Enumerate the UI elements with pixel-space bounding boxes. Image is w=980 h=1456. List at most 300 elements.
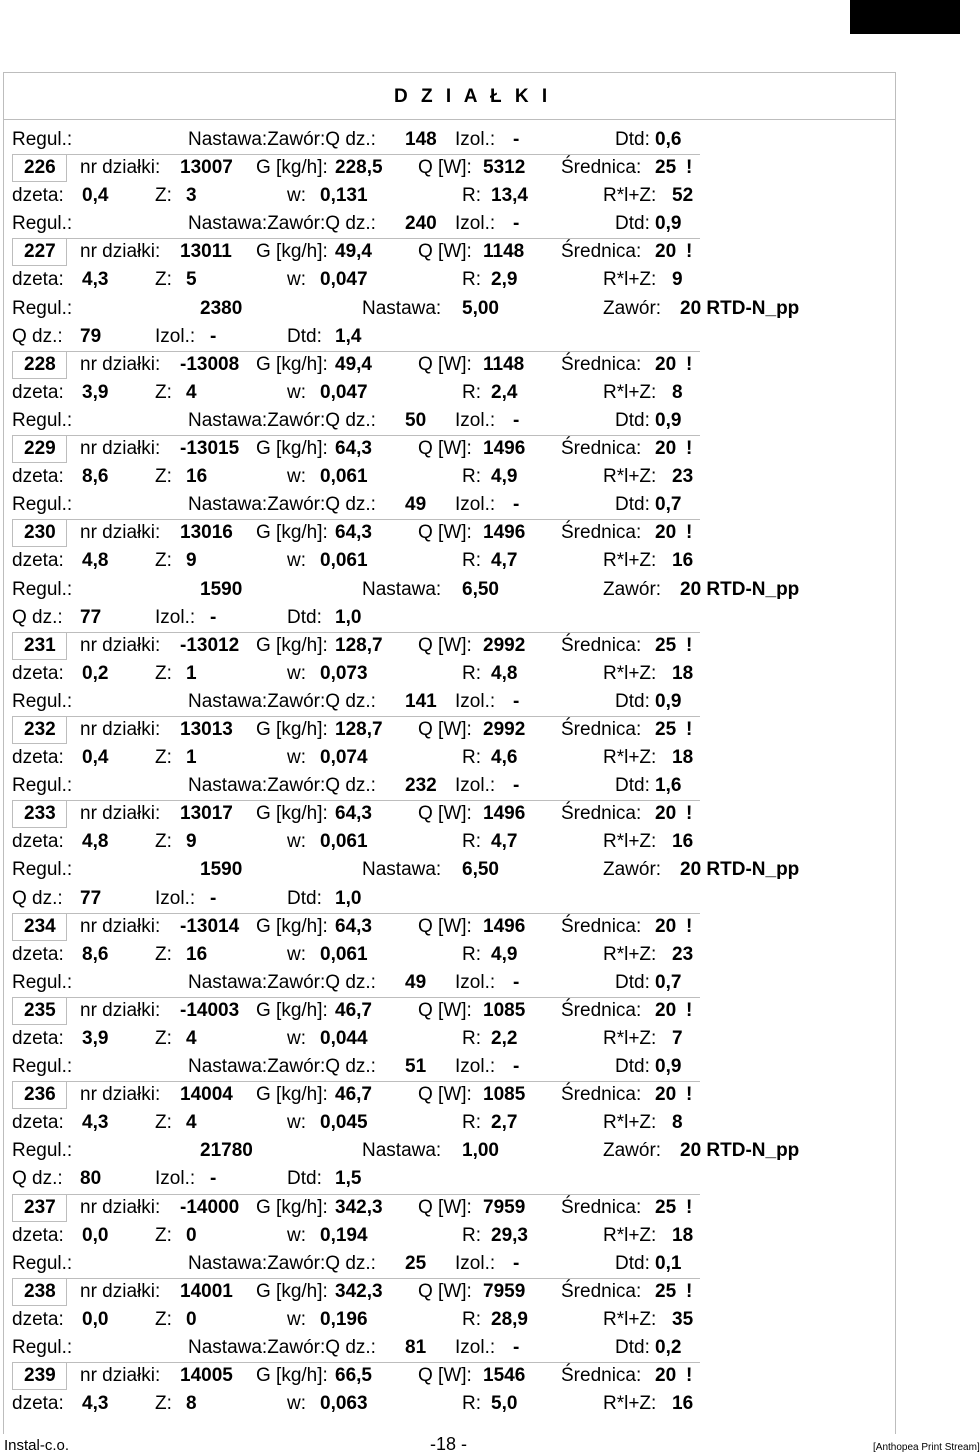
w-label: w: [287, 185, 306, 207]
dzeta-label: dzeta: [12, 381, 64, 403]
table-row [0, 969, 900, 997]
srednica-label: Średnica: [561, 634, 642, 656]
q-value: 1496 [483, 438, 526, 460]
dzeta-value: 4,3 [82, 1112, 109, 1134]
qdz-value: 49 [405, 494, 427, 516]
nr-value: -13012 [180, 634, 240, 656]
table-row [12, 997, 700, 1025]
nr-value: 13011 [180, 241, 232, 263]
z-label: Z: [155, 381, 172, 403]
izol-label: Izol.: [455, 775, 496, 797]
q-label: Q [W]: [418, 1365, 472, 1387]
srednica-label: Średnica: [561, 1196, 642, 1218]
table-row [12, 519, 700, 547]
r-label: R: [462, 466, 481, 488]
rlz-label: R*l+Z: [603, 381, 657, 403]
g-label: G [kg/h]: [256, 634, 328, 656]
nr-value: -13015 [180, 438, 240, 460]
w-value: 0,073 [320, 662, 368, 684]
row-id: 238 [24, 1280, 56, 1302]
srednica-value: 25 [655, 1280, 677, 1302]
srednica-label: Średnica: [561, 803, 642, 825]
dtd-value: 0,7 [655, 971, 682, 993]
g-value: 128,7 [335, 718, 383, 740]
qdz-value: 25 [405, 1252, 427, 1274]
r-value: 5,0 [491, 1393, 518, 1415]
mark: ! [686, 1280, 693, 1302]
nr-label: nr działki: [80, 522, 161, 544]
srednica-value: 20 [655, 438, 677, 460]
nastawa-zawor-q-label: Nastawa:Zawór:Q dz.: [188, 1056, 376, 1078]
izol-label: Izol.: [455, 213, 496, 235]
rlz-label: R*l+Z: [603, 943, 657, 965]
q-label: Q [W]: [418, 353, 472, 375]
qdz-value: 49 [405, 971, 427, 993]
r-value: 28,9 [491, 1308, 528, 1330]
izol-label: Izol.: [155, 1168, 196, 1190]
r-label: R: [462, 831, 481, 853]
q-label: Q [W]: [418, 1084, 472, 1106]
table-row [0, 772, 900, 800]
z-label: Z: [155, 747, 172, 769]
izol-value: - [513, 213, 520, 235]
rlz-value: 35 [672, 1308, 694, 1330]
w-label: w: [287, 662, 306, 684]
nr-label: nr działki: [80, 915, 161, 937]
rlz-value: 9 [672, 269, 683, 291]
rlz-value: 52 [672, 185, 694, 207]
qdz-value: 79 [80, 325, 102, 347]
q-value: 1085 [483, 1084, 526, 1106]
srednica-value: 25 [655, 718, 677, 740]
dtd-value: 0,2 [655, 1337, 682, 1359]
nastawa-label: Nastawa: [362, 859, 442, 881]
w-label: w: [287, 943, 306, 965]
dzeta-label: dzeta: [12, 466, 64, 488]
z-label: Z: [155, 185, 172, 207]
izol-value: - [513, 129, 520, 150]
dtd-value: 0,9 [655, 213, 682, 235]
srednica-label: Średnica: [561, 1280, 642, 1302]
dtd-label: Dtd: [287, 1168, 322, 1190]
row-id: 233 [24, 803, 56, 825]
g-value: 49,4 [335, 241, 372, 263]
z-label: Z: [155, 269, 172, 291]
zawor-label: Zawór: [603, 578, 662, 600]
qdz-value: 50 [405, 409, 427, 431]
nastawa-zawor-q-label: Nastawa:Zawór:Q dz.: [188, 213, 376, 235]
rlz-value: 23 [672, 943, 694, 965]
nr-label: nr działki: [80, 157, 161, 179]
w-value: 0,047 [320, 381, 368, 403]
nastawa-label: Nastawa: [362, 578, 442, 600]
q-value: 1496 [483, 522, 526, 544]
dzeta-value: 0,0 [82, 1224, 109, 1246]
dtd-value: 0,7 [655, 494, 682, 516]
dtd-value: 0,9 [655, 690, 682, 712]
r-value: 2,7 [491, 1112, 518, 1134]
dzeta-label: dzeta: [12, 943, 64, 965]
dzeta-value: 3,9 [82, 381, 109, 403]
mark: ! [686, 241, 693, 263]
regul-label: Regul.: [12, 775, 73, 797]
regul-label: Regul.: [12, 1056, 73, 1078]
nr-value: 13013 [180, 718, 233, 740]
dtd-value: 1,0 [335, 606, 362, 628]
row-id: 227 [24, 241, 56, 263]
dzeta-value: 0,2 [82, 662, 109, 684]
zawor-value: 20 RTD-N_pp [680, 578, 800, 600]
g-label: G [kg/h]: [256, 1084, 328, 1106]
table-row [0, 744, 900, 772]
rlz-value: 23 [672, 466, 694, 488]
izol-label: Izol.: [155, 887, 196, 909]
qdz-value: 148 [405, 129, 437, 150]
w-label: w: [287, 1393, 306, 1415]
srednica-value: 20 [655, 915, 677, 937]
r-value: 2,2 [491, 1028, 518, 1049]
srednica-label: Średnica: [561, 915, 642, 937]
z-value: 1 [186, 662, 197, 684]
qdz-value: 81 [405, 1337, 427, 1359]
qdz-value: 240 [405, 213, 437, 235]
dzeta-label: dzeta: [12, 1308, 64, 1330]
dtd-label: Dtd: [615, 129, 650, 150]
dtd-label: Dtd: [287, 325, 322, 347]
g-value: 64,3 [335, 803, 372, 825]
z-label: Z: [155, 550, 172, 572]
w-value: 0,063 [320, 1393, 368, 1415]
table-row [0, 885, 900, 913]
izol-value: - [210, 1168, 217, 1190]
izol-value: - [513, 1056, 520, 1078]
izol-label: Izol.: [455, 409, 496, 431]
w-value: 0,196 [320, 1308, 368, 1330]
w-value: 0,061 [320, 466, 368, 488]
srednica-value: 20 [655, 1084, 677, 1106]
dtd-label: Dtd: [615, 213, 650, 235]
r-value: 4,7 [491, 831, 518, 853]
rlz-label: R*l+Z: [603, 1224, 657, 1246]
rlz-label: R*l+Z: [603, 831, 657, 853]
w-value: 0,061 [320, 550, 368, 572]
mark: ! [686, 522, 693, 544]
qdz-label: Q dz.: [12, 1168, 63, 1190]
srednica-value: 25 [655, 1196, 677, 1218]
footer-page-number: -18 - [430, 1434, 468, 1454]
izol-label: Izol.: [455, 494, 496, 516]
row-id: 228 [24, 353, 56, 375]
w-label: w: [287, 381, 306, 403]
z-value: 9 [186, 831, 197, 853]
dtd-value: 0,6 [655, 129, 682, 150]
rlz-label: R*l+Z: [603, 466, 657, 488]
g-label: G [kg/h]: [256, 438, 328, 460]
w-value: 0,194 [320, 1224, 368, 1246]
dzeta-value: 4,3 [82, 269, 109, 291]
zawor-value: 20 RTD-N_pp [680, 297, 800, 319]
table-row [12, 154, 700, 182]
table-row [0, 491, 900, 519]
z-value: 5 [186, 269, 197, 291]
nastawa-label: Nastawa: [362, 297, 442, 319]
nastawa-zawor-q-label: Nastawa:Zawór:Q dz.: [188, 1337, 376, 1359]
srednica-value: 25 [655, 634, 677, 656]
dzeta-label: dzeta: [12, 831, 64, 853]
table-row [0, 182, 900, 210]
r-value: 4,9 [491, 466, 518, 488]
g-value: 64,3 [335, 438, 372, 460]
nastawa-zawor-q-label: Nastawa:Zawór:Q dz.: [188, 409, 376, 431]
footer-section-name: Instal-c.o. [4, 1437, 70, 1454]
izol-value: - [210, 325, 217, 347]
g-label: G [kg/h]: [256, 718, 328, 740]
srednica-label: Średnica: [561, 157, 642, 179]
nr-value: -13014 [180, 915, 240, 937]
nr-label: nr działki: [80, 634, 161, 656]
r-value: 4,9 [491, 943, 518, 965]
g-label: G [kg/h]: [256, 1196, 328, 1218]
q-label: Q [W]: [418, 999, 472, 1021]
izol-label: Izol.: [455, 971, 496, 993]
w-label: w: [287, 747, 306, 769]
w-label: w: [287, 1224, 306, 1246]
nr-label: nr działki: [80, 803, 161, 825]
izol-label: Izol.: [155, 325, 196, 347]
w-label: w: [287, 1028, 306, 1049]
dzeta-label: dzeta: [12, 1028, 64, 1049]
dzeta-label: dzeta: [12, 269, 64, 291]
r-label: R: [462, 943, 481, 965]
dzeta-label: dzeta: [12, 185, 64, 207]
rlz-label: R*l+Z: [603, 550, 657, 572]
mark: ! [686, 999, 693, 1021]
qdz-value: 232 [405, 775, 437, 797]
rlz-value: 16 [672, 550, 694, 572]
regul-label: Regul.: [12, 1252, 73, 1274]
table-row [12, 913, 700, 941]
srednica-label: Średnica: [561, 241, 642, 263]
r-value: 29,3 [491, 1224, 528, 1246]
row-id: 229 [24, 438, 56, 460]
nastawa-zawor-q-label: Nastawa:Zawór:Q dz.: [188, 1252, 376, 1274]
regul-label: Regul.: [12, 1140, 73, 1162]
dtd-label: Dtd: [615, 494, 650, 516]
q-label: Q [W]: [418, 634, 472, 656]
q-label: Q [W]: [418, 1196, 472, 1218]
q-value: 1148 [483, 353, 525, 375]
row-id: 226 [24, 157, 56, 179]
zawor-value: 20 RTD-N_pp [680, 859, 800, 881]
q-value: 5312 [483, 157, 526, 179]
izol-label: Izol.: [455, 1252, 496, 1274]
rlz-label: R*l+Z: [603, 1393, 657, 1415]
dtd-label: Dtd: [615, 1337, 650, 1359]
dtd-value: 1,5 [335, 1168, 362, 1190]
q-label: Q [W]: [418, 241, 472, 263]
table-row [0, 1025, 900, 1053]
z-value: 4 [186, 1028, 197, 1049]
regul-label: Regul.: [12, 971, 73, 993]
table-row [12, 1362, 700, 1390]
qdz-value: 51 [405, 1056, 427, 1078]
q-value: 2992 [483, 718, 526, 740]
dtd-label: Dtd: [615, 1252, 650, 1274]
srednica-label: Średnica: [561, 718, 642, 740]
g-label: G [kg/h]: [256, 803, 328, 825]
srednica-value: 25 [655, 157, 677, 179]
w-label: w: [287, 550, 306, 572]
table-row [0, 1137, 900, 1165]
dtd-label: Dtd: [615, 690, 650, 712]
r-label: R: [462, 662, 481, 684]
z-label: Z: [155, 1028, 172, 1049]
table-row [12, 238, 700, 266]
izol-label: Izol.: [455, 690, 496, 712]
izol-value: - [513, 494, 520, 516]
qdz-value: 141 [405, 690, 437, 712]
nr-label: nr działki: [80, 1196, 161, 1218]
r-label: R: [462, 1028, 481, 1049]
table-row [0, 1250, 900, 1278]
table-row [0, 210, 900, 238]
r-label: R: [462, 269, 481, 291]
z-label: Z: [155, 466, 172, 488]
nastawa-zawor-q-label: Nastawa:Zawór:Q dz.: [188, 690, 376, 712]
table-row [0, 463, 900, 491]
row-id: 239 [24, 1365, 56, 1387]
mark: ! [686, 915, 693, 937]
regul-label: Regul.: [12, 690, 73, 712]
table-row [0, 576, 900, 604]
izol-value: - [210, 887, 217, 909]
g-label: G [kg/h]: [256, 999, 328, 1021]
srednica-label: Średnica: [561, 438, 642, 460]
table-row [0, 660, 900, 688]
q-label: Q [W]: [418, 803, 472, 825]
q-label: Q [W]: [418, 157, 472, 179]
regul-value: 2380 [200, 297, 243, 319]
nastawa-value: 6,50 [462, 859, 499, 881]
w-value: 0,131 [320, 185, 368, 207]
rlz-value: 16 [672, 1393, 694, 1415]
nr-label: nr działki: [80, 999, 161, 1021]
g-label: G [kg/h]: [256, 1280, 328, 1302]
nastawa-zawor-q-label: Nastawa:Zawór:Q dz.: [188, 129, 376, 150]
nr-value: 14001 [180, 1280, 233, 1302]
nr-label: nr działki: [80, 718, 161, 740]
izol-label: Izol.: [455, 1337, 496, 1359]
regul-value: 1590 [200, 859, 243, 881]
nastawa-zawor-q-label: Nastawa:Zawór:Q dz.: [188, 971, 376, 993]
srednica-value: 20 [655, 241, 677, 263]
r-value: 4,8 [491, 662, 518, 684]
w-label: w: [287, 269, 306, 291]
table-row [0, 1222, 900, 1250]
g-label: G [kg/h]: [256, 353, 328, 375]
g-value: 342,3 [335, 1196, 383, 1218]
r-label: R: [462, 1308, 481, 1330]
q-value: 1546 [483, 1365, 526, 1387]
w-value: 0,061 [320, 943, 368, 965]
dtd-value: 0,1 [655, 1252, 682, 1274]
nr-label: nr działki: [80, 438, 161, 460]
r-value: 2,9 [491, 269, 518, 291]
izol-value: - [513, 971, 520, 993]
q-value: 1496 [483, 803, 526, 825]
q-label: Q [W]: [418, 438, 472, 460]
q-label: Q [W]: [418, 915, 472, 937]
rlz-label: R*l+Z: [603, 185, 657, 207]
z-value: 16 [186, 466, 208, 488]
dzeta-label: dzeta: [12, 747, 64, 769]
dzeta-value: 4,3 [82, 1393, 109, 1415]
srednica-value: 20 [655, 522, 677, 544]
dtd-label: Dtd: [287, 887, 322, 909]
regul-value: 21780 [200, 1140, 253, 1162]
g-label: G [kg/h]: [256, 157, 328, 179]
table-row [0, 856, 900, 884]
z-label: Z: [155, 1393, 172, 1415]
g-label: G [kg/h]: [256, 1365, 328, 1387]
q-value: 2992 [483, 634, 526, 656]
w-label: w: [287, 1112, 306, 1134]
mark: ! [686, 1084, 693, 1106]
dzeta-value: 4,8 [82, 550, 109, 572]
nr-value: -14003 [180, 999, 240, 1021]
table-row [0, 407, 900, 435]
srednica-value: 20 [655, 1365, 677, 1387]
table-row [0, 1390, 900, 1418]
zawor-label: Zawór: [603, 1140, 662, 1162]
z-value: 0 [186, 1308, 197, 1330]
mark: ! [686, 634, 693, 656]
black-corner-block [850, 0, 960, 34]
g-value: 64,3 [335, 915, 372, 937]
row-id: 231 [24, 634, 56, 656]
table-row [0, 379, 900, 407]
dzialki-table [0, 126, 900, 1418]
table-row [0, 295, 900, 323]
z-label: Z: [155, 1112, 172, 1134]
z-label: Z: [155, 831, 172, 853]
dzeta-label: dzeta: [12, 550, 64, 572]
dzeta-value: 0,4 [82, 185, 109, 207]
q-label: Q [W]: [418, 522, 472, 544]
mark: ! [686, 718, 693, 740]
izol-value: - [513, 1252, 520, 1274]
r-label: R: [462, 185, 481, 207]
nr-label: nr działki: [80, 1280, 161, 1302]
dtd-label: Dtd: [615, 971, 650, 993]
z-label: Z: [155, 1308, 172, 1330]
dzeta-label: dzeta: [12, 662, 64, 684]
dtd-label: Dtd: [615, 409, 650, 431]
z-value: 4 [186, 1112, 197, 1134]
srednica-label: Średnica: [561, 1084, 642, 1106]
q-value: 7959 [483, 1280, 526, 1302]
mark: ! [686, 803, 693, 825]
w-value: 0,047 [320, 269, 368, 291]
w-value: 0,074 [320, 747, 368, 769]
rlz-value: 18 [672, 1224, 694, 1246]
nr-label: nr działki: [80, 1084, 161, 1106]
dzeta-label: dzeta: [12, 1393, 64, 1415]
rlz-value: 16 [672, 831, 694, 853]
nr-label: nr działki: [80, 1365, 161, 1387]
q-value: 7959 [483, 1196, 526, 1218]
mark: ! [686, 157, 693, 179]
